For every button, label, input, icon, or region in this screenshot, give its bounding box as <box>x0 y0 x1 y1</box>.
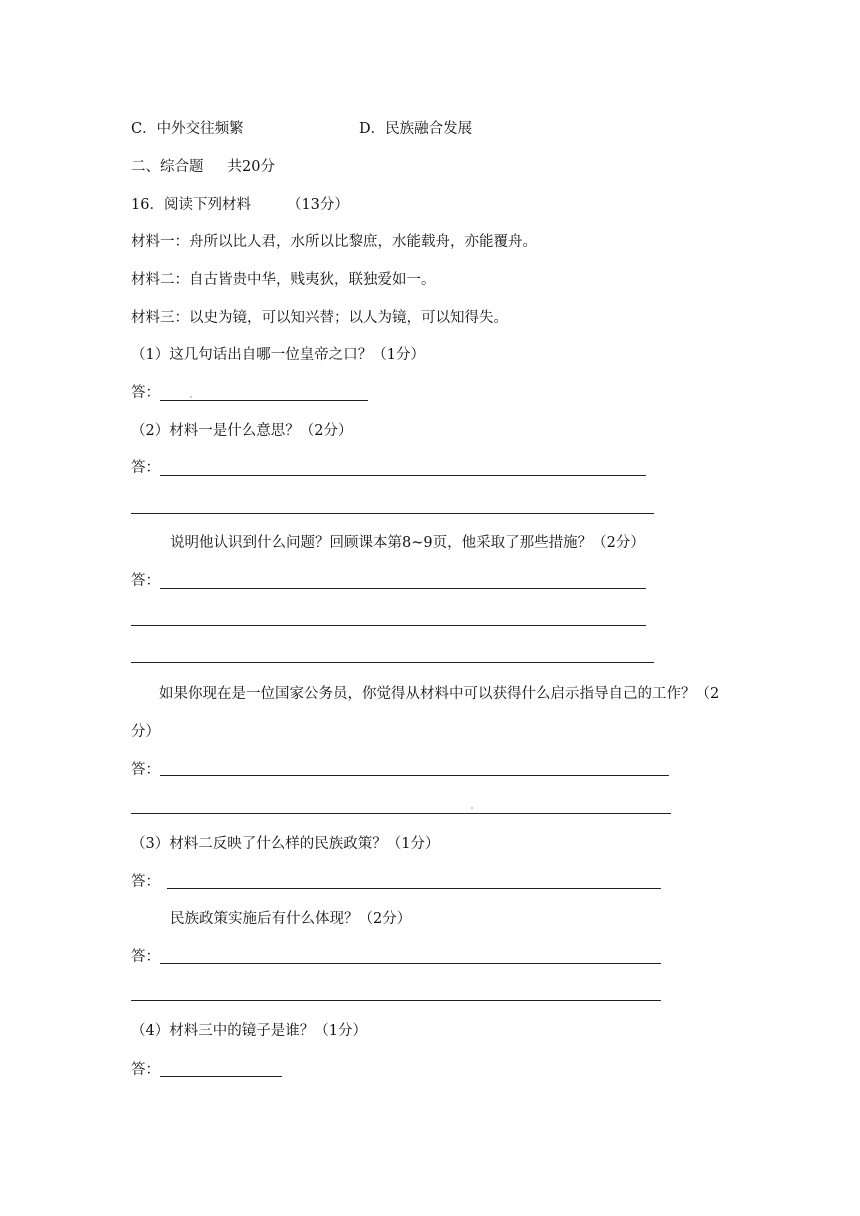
sub-question-3b: 民族政策实施后有什么体现？（2分） <box>170 911 412 927</box>
material-two: 材料二：自古皆贵中华，贱夷狄，联独爱如一。 <box>131 272 436 288</box>
sub-question-2b: 说明他认识到什么问题？回顾课本第8~9页，他采取了那些措施？（2分） <box>170 535 645 551</box>
answer-label: 答： <box>131 460 160 476</box>
answer-line[interactable] <box>131 1000 661 1001</box>
answer-label: 答： <box>131 762 160 778</box>
answer-line[interactable] <box>160 588 646 589</box>
speck-mark <box>190 396 192 398</box>
answer-line[interactable] <box>131 513 654 514</box>
answer-line[interactable] <box>160 775 669 776</box>
question-number-title: 16．阅读下列材料 <box>131 197 251 213</box>
answer-line[interactable] <box>160 963 661 964</box>
answer-line[interactable] <box>131 813 671 814</box>
answer-label: 答： <box>131 573 160 589</box>
answer-line[interactable] <box>167 888 661 889</box>
sub-question-2c-line2: 分） <box>131 724 160 740</box>
answer-line[interactable] <box>131 662 654 663</box>
section-heading <box>131 157 275 177</box>
sub-question-4: （4）材料三中的镜子是谁？（1分） <box>131 1023 367 1039</box>
answer-label: 答： <box>131 385 160 401</box>
sub-question-3: （3）材料二反映了什么样的民族政策？（1分） <box>131 836 440 852</box>
answer-label: 答： <box>131 1062 160 1078</box>
option-d: D．民族融合发展 <box>359 121 473 137</box>
section-points: 共20分 <box>227 159 275 175</box>
question-points: （13分） <box>286 197 349 213</box>
sub-question-2: （2）材料一是什么意思？（2分） <box>131 423 353 439</box>
section-title: 二、综合题 <box>131 159 204 175</box>
answer-line[interactable] <box>160 475 646 476</box>
material-one: 材料一：舟所以比人君，水所以比黎庶，水能载舟，亦能覆舟。 <box>131 234 537 250</box>
sub-question-2c-line1: 如果你现在是一位国家公务员，你觉得从材料中可以获得什么启示指导自己的工作？（2 <box>159 686 720 702</box>
answer-label: 答： <box>131 874 160 890</box>
answer-label: 答： <box>131 949 160 965</box>
answer-line[interactable] <box>160 400 368 401</box>
option-c: C．中外交往频繁 <box>131 121 244 137</box>
answer-line[interactable] <box>160 1076 282 1077</box>
question-heading <box>131 195 349 215</box>
sub-question-1: （1）这几句话出自哪一位皇帝之口？（1分） <box>131 347 425 363</box>
speck-mark <box>471 807 473 809</box>
material-three: 材料三：以史为镜，可以知兴替；以人为镜，可以知得失。 <box>131 310 508 326</box>
answer-line[interactable] <box>131 625 646 626</box>
